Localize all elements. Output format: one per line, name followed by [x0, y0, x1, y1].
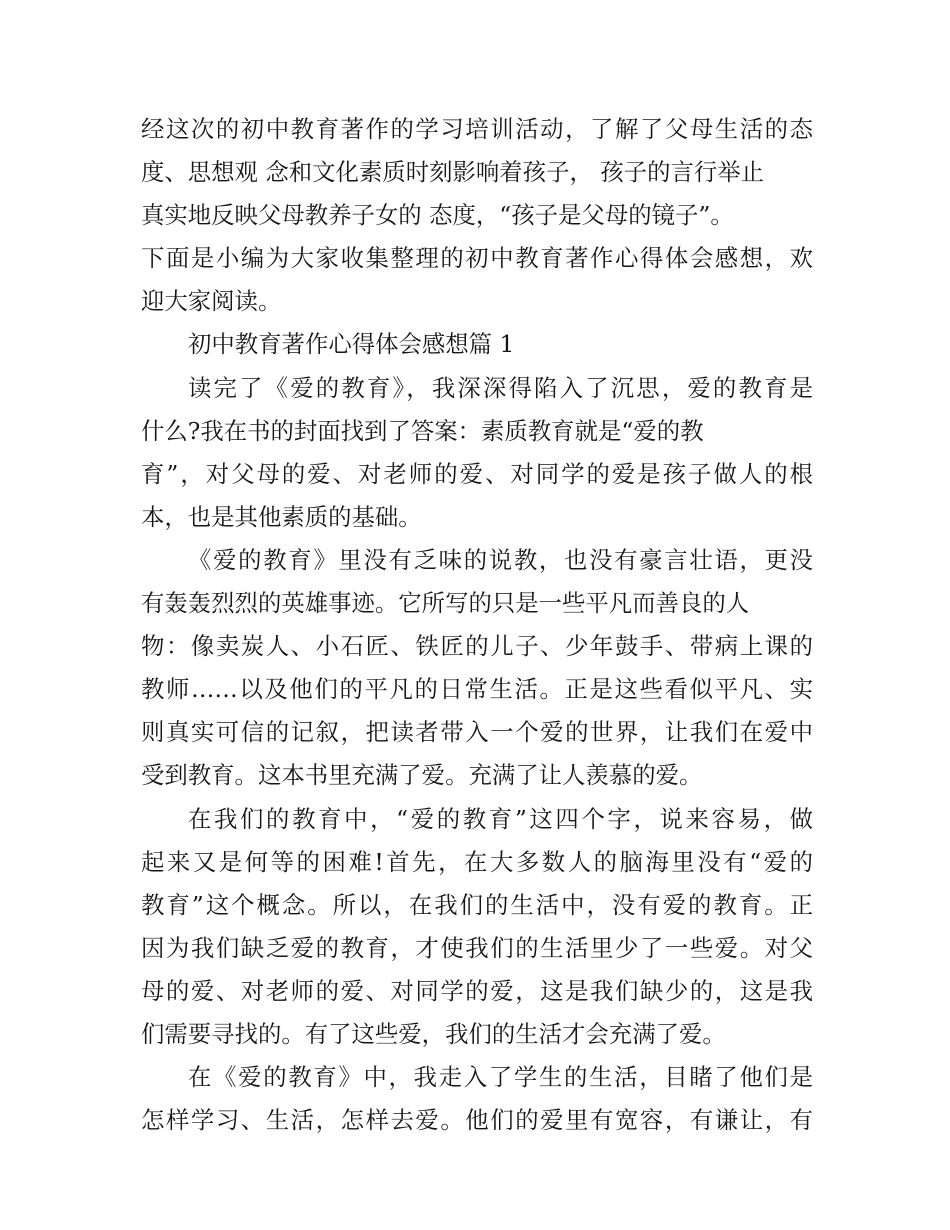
text-line: 下面是小编为大家收集整理的初中教育著作心得体会感想，欢: [141, 244, 813, 273]
text-line: 母的爱、对老师的爱、对同学的爱，这是我们缺少的，这是我: [141, 976, 813, 1005]
text-line: 因为我们缺乏爱的教育，才使我们的生活里少了一些爱。对父: [141, 933, 813, 962]
text-line: 度、思想观 念和文化素质时刻影响着孩子， 孩子的言行举止: [141, 158, 765, 187]
text-line: 在《爱的教育》中，我走入了学生的生活，目睹了他们是: [188, 1063, 813, 1092]
text-line: 育”，对父母的爱、对老师的爱、对同学的爱是孩子做人的根: [141, 459, 813, 488]
text-line: 读完了《爱的教育》，我深深得陷入了沉思，爱的教育是: [188, 373, 813, 402]
text-line: 教师……以及他们的平凡的日常生活。正是这些看似平凡、实: [141, 675, 813, 704]
text-line: 什么?我在书的封面找到了答案：素质教育就是“爱的教: [141, 416, 704, 445]
text-line: 教育”这个概念。所以，在我们的生活中，没有爱的教育。正: [141, 890, 813, 919]
text-line: 起来又是何等的困难!首先，在大多数人的脑海里没有“爱的: [141, 847, 813, 876]
text-line: 受到教育。这本书里充满了爱。充满了让人羡慕的爱。: [141, 761, 703, 790]
text-line: 迎大家阅读。: [141, 287, 282, 316]
text-line: 在我们的教育中，“爱的教育”这四个字，说来容易，做: [188, 804, 813, 833]
paragraph-2: [141, 539, 813, 798]
section-heading: [141, 323, 813, 366]
paragraph-1: [141, 367, 813, 539]
paragraph-3: [141, 798, 813, 1057]
text-line: 经这次的初中教育著作的学习培训活动，了解了父母生活的态: [141, 115, 813, 143]
text-line: 则真实可信的记叙，把读者带入一个爱的世界，让我们在爱中: [141, 718, 813, 747]
text-line: 们需要寻找的。有了这些爱，我们的生活才会充满了爱。: [141, 1019, 726, 1048]
text-line: 真实地反映父母教养子女的 态度，“孩子是父母的镜子”。: [141, 201, 734, 230]
text-line: 有轰轰烈烈的英雄事迹。它所写的只是一些平凡而善良的人: [141, 589, 750, 618]
article-body: [141, 108, 813, 1142]
text-line: 《爱的教育》里没有乏味的说教，也没有豪言壮语，更没: [188, 545, 813, 574]
text-line: 物：像卖炭人、小石匠、铁匠的儿子、少年鼓手、带病上课的: [141, 632, 813, 661]
text-line: 本，也是其他素质的基础。: [141, 502, 422, 531]
heading-text: 初中教育著作心得体会感想篇 1: [188, 330, 515, 359]
paragraph-4: [141, 1056, 813, 1142]
intro-paragraph: [141, 108, 813, 323]
text-line: 怎样学习、生活，怎样去爱。他们的爱里有宽容，有谦让，有: [141, 1106, 813, 1135]
